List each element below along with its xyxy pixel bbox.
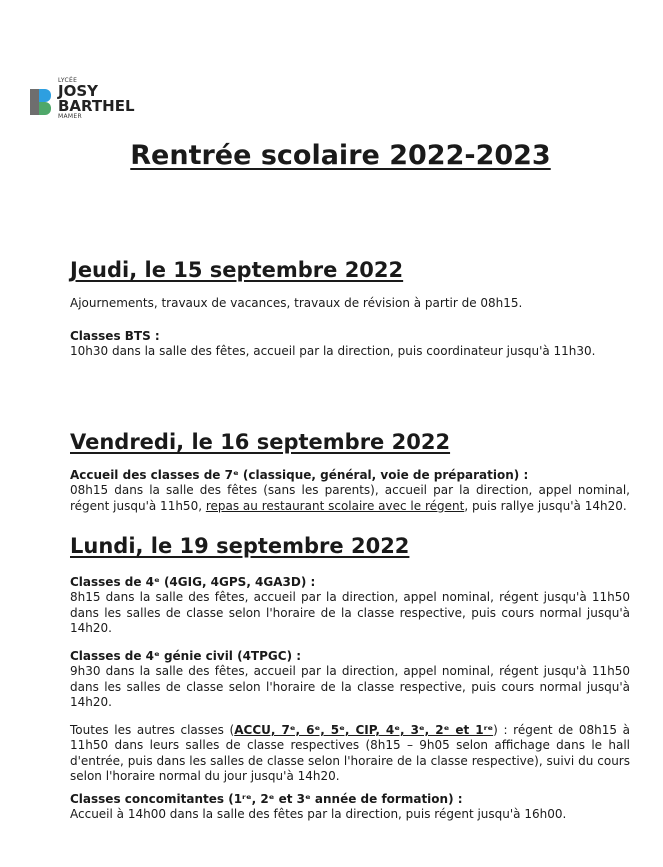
logo-mark-icon <box>30 89 52 115</box>
lundi-concomitant <box>70 792 630 823</box>
vendredi-label: Accueil des classes de 7ᵉ (classique, général, voie de préparation) : <box>70 468 529 482</box>
bts-text: 10h30 dans la salle des fêtes, accueil par la direction, puis coordinateur jusqu'à 11h30. <box>70 344 596 359</box>
logo-top: LYCÉE <box>58 77 78 84</box>
heading-jeudi: Jeudi, le 15 septembre 2022 <box>70 258 404 282</box>
logo-bottom: MAMER <box>58 113 82 120</box>
vendredi-block <box>70 468 630 514</box>
block-label: Classes de 4ᵉ génie civil (4TPGC) : <box>70 649 302 663</box>
logo-line1: JOSY <box>58 82 98 100</box>
lundi-other-classes: Toutes les autres classes (ACCU, 7ᵉ, 6ᵉ, 5ᵉ, CIP, 4ᵉ, 3ᵉ, 2ᵉ et 1ʳᵉ) : régent de 08h15 à 11h50 dans leurs salles de classe respectives (8h15 – 9h05 selon affichage dans le hall d'entrée, puis dans les salles de classe selon l'horaire de la classe respective), suivi du cours selon l'horaire normal du jour jusqu'à 14h20. <box>70 723 630 783</box>
lundi-block-4e <box>70 575 630 636</box>
block-text: 9h30 dans la salle des fêtes, accueil par la direction, appel nominal, régent jusqu'à 11h50 dans les salles de classe selon l'horaire de la classe respective, puis cours normal jusqu'à 14h20. <box>70 664 630 709</box>
block-text: 8h15 dans la salle des fêtes, accueil par la direction, appel nominal, régent jusqu'à 11h50 dans les salles de classe selon l'horaire de la classe respective, puis cours normal jusqu'à 14h20. <box>70 590 630 635</box>
bts-block <box>70 329 630 360</box>
block-label: Classes de 4ᵉ (4GIG, 4GPS, 4GA3D) : <box>70 575 316 589</box>
logo-line2: BARTHEL <box>58 97 135 115</box>
school-logo <box>30 78 135 120</box>
lundi-block-4tpgc <box>70 649 630 710</box>
jeudi-intro: Ajournements, travaux de vacances, travaux de révision à partir de 08h15. <box>70 296 523 310</box>
bts-label: Classes BTS : <box>70 329 160 343</box>
concomitant-text: Accueil à 14h00 dans la salle des fêtes par la direction, puis régent jusqu'à 16h00. <box>70 807 567 822</box>
vendredi-text: 08h15 dans la salle des fêtes (sans les parents), accueil par la direction, appel nominal, régent jusqu'à 11h50, repas au restaurant scolaire avec le régent, puis rallye jusqu'à 14h20. <box>70 483 630 513</box>
page-title: Rentrée scolaire 2022-2023 <box>130 140 551 171</box>
heading-vendredi: Vendredi, le 16 septembre 2022 <box>70 430 451 454</box>
concomitant-label: Classes concomitantes (1ʳᵉ, 2ᵉ et 3ᵉ année de formation) : <box>70 792 463 806</box>
heading-lundi: Lundi, le 19 septembre 2022 <box>70 534 410 558</box>
